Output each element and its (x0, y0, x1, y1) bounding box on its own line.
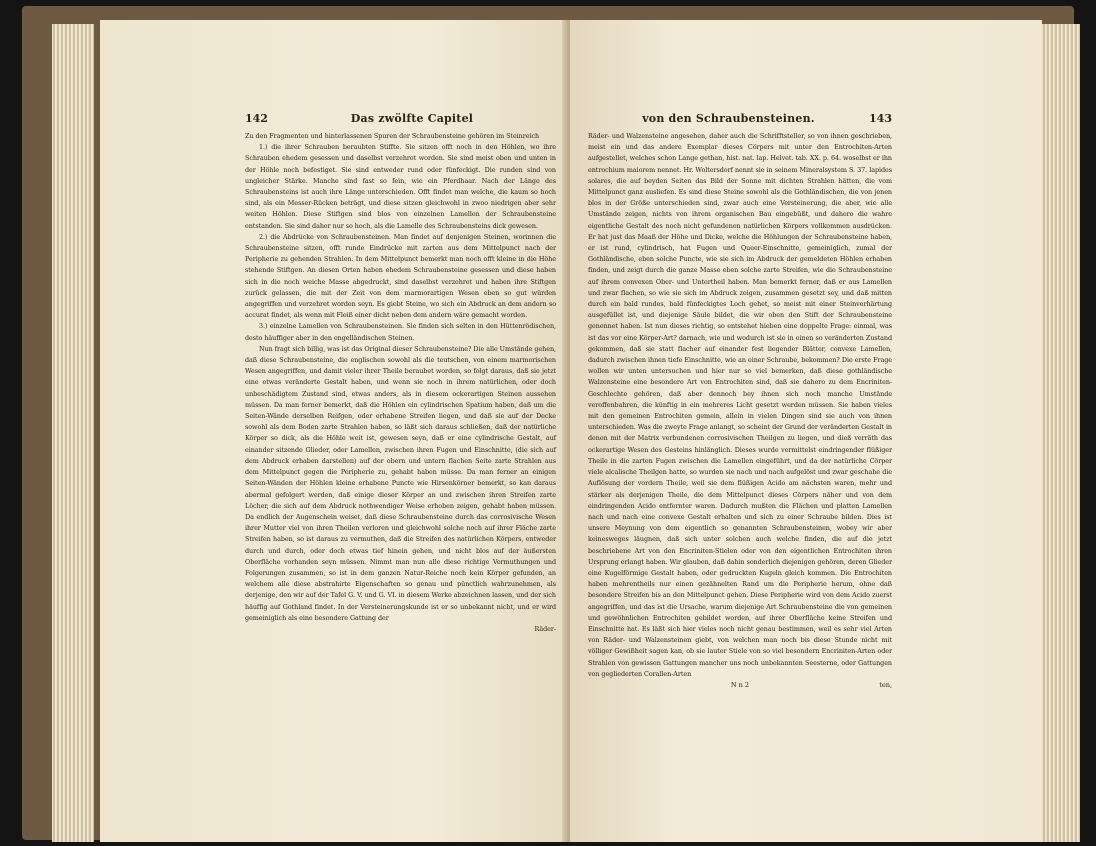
page-edges-right (1042, 24, 1080, 842)
left-paragraph-4: Nun fragt sich billig, was ist das Original dieser Schraubensteine? Die alle Umstände gehen, daß diese Schraubensteine, die englischen sowohl als die teutschen, von einem marmorischen Wesen angegriffen, und damit vieler ihrer Theile beraubet worden, so folgt daraus, daß sie jetzt eine etwas veränderte Gestalt haben, und wenn sie noch in ihrem natürlichen, oder doch unbeschädigtem Zustand sind, etwas anders, als in diesem ockerartigen Steinen aussehen müssen. Da man ferner bemerkt, daß die Höhlen ein cylindrischen Spatium haben, daß um die Seiten-Wände derselben Reifgen, oder erhabene Streifen liegen, und daß sie auf der Decke sowohl als dem Boden zarte Strahlen haben, so läßt sich daraus schließen, daß der natürliche Körper so dick, als die Höhle weit ist, gewesen seyn, daß er eine cylindrische Gestalt, auf einander sitzende Glieder, oder Lamellen, zwischen ihren Fugen und Einschnitte, (die sich auf dem Abdruck erhaben darstellen) auf der obern und untern flachen Seite zarte Strahlen aus dem Mittelpunct gegen die Peripherie zu, gehabt haben müsse. Da man ferner an einigen Seiten-Wänden der Höhlen kleine erhabene Puncte wie Hirsenkörner bemerkt, so kan daraus abermal gefolgert werden, daß einige dieser Körper an und zwischen ihren Streifen zarte Löcher, die sich auf dem Abdruck nothwendiger Weise erhoben zeigen, gehabt haben müssen. Da endlich der Augenschein weiset, daß diese Schraubensteine durch das corrosivische Wesen ihrer Mutter viel von ihren Theilen verloren und gleichwohl solche noch auf ihrer Fläche zarte Streifen haben, so ist daraus zu vermuthen, daß die Streifen des natürlichen Körpers, entweder durch und durch, oder doch etwas tief hinein gehen, und nicht blos auf der äußersten Oberfläche vorhanden seyn müssen. Nimmt man nun alle diese richtige Vermuthungen und Folgerungen zusammen, so ist in dem ganzen Natur-Reiche noch kein Körper gefunden, an welchem alle diese abstrahirte Eigenschaften so genau und pünctlich wahrzunehmen, als derjenige, den wir auf der Tafel G. V. und G. VI. in diesem Werke abzeichnen lassen, und der sich häuffig auf Gothland findet. In der Versteinerungskunde ist er so unbekannt nicht, und er wird gemeiniglich als eine besondere Gattung der (245, 344, 556, 622)
right-catchword: ten, (879, 680, 892, 689)
left-page (100, 20, 568, 842)
page-edges-left (52, 24, 94, 842)
right-page-number: 143 (869, 112, 892, 125)
right-signature-line (588, 680, 892, 691)
left-paragraph-3: 3.) einzelne Lamellen von Schraubensteinen. Sie finden sich selten in den Hüttenrödischen, desto häuffiger aber in den engelländischen Steinen. (245, 322, 556, 342)
book (22, 6, 1074, 840)
signature-mark: N n 2 (730, 680, 750, 689)
left-page-body (245, 131, 556, 635)
left-running-head: Das zwölfte Capitel (350, 112, 474, 125)
left-page-number: 142 (245, 112, 268, 125)
right-page-body (588, 131, 892, 691)
left-paragraph-1: 1.) die ihrer Schrauben beraubten Stiffte. Sie sitzen offt noch in den Höhlen, wo ihre Schrauben ehedem gesessen und daselbst verzehret worden. Sie sind meist oben und unten in der Höhle noch befestiget. Sie sind entweder rund oder fünfeckigt. Die runden sind von ungleicher Stärke. Manche sind fast so fein, wie ein Pferdhaar. Nach der Länge des Schraubensteins ist auch ihre Länge unterschieden. Offt findet man welche, die kaum so hoch sind, als ein Messer-Rücken beträgt, und diese sitzen gleichwohl in zwoo niedrigen aber sehr weiten Höhlen. Diese Stiftgen sind blos von einzelnen Lamellen der Schraubensteine entstanden. Sie sind daher nur so hoch, als die Lamelle des Schraubensteins dick gewesen. (245, 143, 556, 230)
right-page (570, 20, 1042, 842)
right-paragraph-1: Räder- und Walzensteine angesehen, daher auch die Schrifftsteller, so von ihnen geschrieben, meist ein und das andere Exemplar dieses Cörpers mit unter den Entrochiten-Arten aufgestellet, welches schon Lange gethan, hist. nat. lap. Helvet. tab. XX. p. 64. woselbst er ihn entrochium maiorem nennet. Hr. Woltersdorf nennt sie in seinem Mineralsystem S. 37. lapides solares, die auf beyden Seiten das Bild der Sonne mit dichten Strahlen hätten, die vom Mittelpunct ganz ausliefen. Es sind diese Steine sowohl als die Gothländischen, die von jenen blos in der Größe unterschieden sind, zwar auch eine Versteinerung, die aber, wie alle Umstände zeigen, nichts von ihrem organischen Bau eingebüßt, und dahero die wahre eigentliche Gestalt des noch nicht gefundenen natürlichen Körpers vollkommen ausdrücken. Er hat just das Maaß der Höhe und Dicke, welche die Höhlungen der Schraubensteine haben, er ist rund, cylindrisch, hat Fugen und Queer-Einschnitte, gemeiniglich, zumal der Gothländische, eben solche Puncte, wie sie sich im Abdruck der gemeldeten Höhlen erhaben finden, und zeigt durch die ganze Masse eben solche zarte Streifen, wie die Schraubensteine auf ihrem convexen Ober- und Untertheil haben. Man bemerkt ferner, daß er aus Lamellen und zwar flachen, so wie sie sich im Abdruck zeigen, zusammen gesetzt sey, und daß mitten durch ein bald rundes, bald fünfeckigtes Loch gehet, so meist mit einer Steinverhärtung ausgefüllet ist, und diejenige Säule bildet, die wir oben den Stift der Schraubensteine genennet haben. Ist nun dieses richtig, so entstehet hieben eine doppelte Frage: einmal, was ist das vor eine Körper-Art? darnach, wie und wodurch ist sie in einen so veränderten Zustand gekommen, daß sie statt flacher auf einander fest liegender Blätter, convexe Lamellen, dadurch zwischen ihnen tiefe Einschnitte, wie an einer Schraube, bekommen? Die erste Frage wollen wir unten untersuchen und hier nur so viel bemerken, daß diese gothländische Walzensteine eine besondere Art von Entrochiten sind, daß sie dahero zu dem Encriniten-Geschlechte gehören, daß aber dennoch bey ihnen sich noch manche Umstände veroffenbahren, die künftig in ein mehreres Licht gesetzt werden müssen. Sie haben vieles mit den gemeinen Entrochiten gemein, allein in vielen Dingen sind sie auch von ihnen unterschieden. Was die zweyte Frage anlangt, so scheint der Grund der veränderten Gestalt in denen mit der Matrix verbundenen corrosivischen Theilgen zu liegen, und dieß verräth das ockerartige Wesen des Gesteins hinlänglich. Dieses wurde vermittelst eindringender flüßiger Theile in die zarten Fugen zwischen die Lamellen eingeführt, und da der natürliche Cörper viele alcalische Theilgen hatte, so wurden sie nach und nach aufgelöst und zwar geschahe die Auflösung der vordern Theile, weil sie dem flüßigen Acido am nächsten waren, mehr und stärker als derjenigen Theile, die dem Mittelpunct dieses Cörpers näher und von dem eindringenden Acido entfernter waren. Dadurch mußten die Flächen und platten Lamellen nach und nach eine convexe Gestalt erhalten und sich zu einer Schraube bilden. Dies ist unsere Meynung von dem eigentlich so genannten Schraubensteinen, wobey wir aber keinesweges läugnen, daß sich unter solchen auch welche finden, die auf die jetzt beschriebene Art von den Encriniten-Stielen oder von den eigentlichen Entrochiten ihren Ursprung erlangt haben. Wir glauben, daß dahin sonderlich diejenigen gehören, deren Glieder eine Kugelförmige Gestalt haben, oder gedruckten Kugeln gleich kommen. Die Entrochiten haben mehrentheils nur einen gezähnelten Rand um die Peripherie herum, ohne daß besondere Streifen bis an den Mittelpunct gehen. Diese Peripherie wird von dem Acido zuerst angegriffen, und das ist die Ursache, warum diejenige Art Schraubensteine die von gemeinen und gewöhnlichen Entrochiten gebildet worden, auf ihrer Oberfläche keine Streifen und Einschnitte hat. Es läßt sich hier vieles noch nicht genau bestimmen, weil es sehr viel Arten von Räder- und Walzensteinen giebt, von welchen man noch bis diese Stunde nicht mit völliger Gewißheit sagen kan, ob sie lauter Stiele von so viel besondern Encriniten-Arten oder Strahlen von gewissen Gattungen mancher uns noch unbekannten Seesterne, oder Gattungen von gegliederten Corallen-Arten (588, 132, 892, 678)
left-paragraph-intro: Zu den Fragmenten und hinterlassenen Spuren der Schraubensteine gehören im Steinreich (245, 132, 540, 140)
right-running-head: von den Schraubensteinen. (642, 112, 815, 125)
left-paragraph-2: 2.) die Abdrücke von Schraubensteinen. Man findet auf denjenigen Steinen, worinnen die Schraubensteine sitzen, offt runde Eindrücke mit zarten aus dem Mittelpunct nach der Peripherie zu gehenden Strahlen. In dem Mittelpunct bemerkt man noch offt kleine in die Höhe stehende Stiftgen. An diesen Orten haben ehedem Schraubensteine gesessen und diese haben sich in die noch weiche Masse abgedruckt, sind daselbst verzehret und haben ihre Stiftgen zurück gelassen, die mit der Zeit von dem marmorartigen Wesen eben so gut würden angegriffen und verzehret worden seyn. Es giebt Steine, wo sich ein Abdruck an dem andern so accurat findet, als wenn mit Fleiß einer dicht neben dem andern wäre gemacht worden. (245, 232, 556, 320)
right-page-header (588, 112, 892, 125)
left-catchword: Räder- (534, 624, 556, 633)
left-page-header (245, 112, 556, 125)
